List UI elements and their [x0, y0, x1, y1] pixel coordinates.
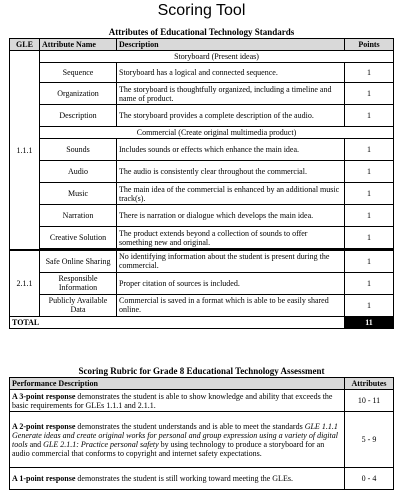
rubric-lead: A 2-point response — [12, 421, 76, 431]
rubric-description — [10, 468, 345, 490]
table-row — [10, 412, 394, 468]
rubric-lead: A 1-point response — [12, 474, 76, 483]
attributes-table-title: Attributes of Educational Technology Standards — [108, 27, 295, 37]
attribute-name: Sounds — [40, 139, 117, 161]
attribute-name: Audio — [40, 161, 117, 183]
table-row — [10, 390, 394, 412]
attribute-points: 1 — [345, 272, 394, 294]
attribute-description: Includes sounds or effects which enhance the main idea. — [117, 139, 345, 161]
table-row — [10, 63, 394, 83]
attribute-points: 1 — [345, 139, 394, 161]
header-description: Description — [117, 39, 345, 51]
rubric-description — [10, 390, 345, 412]
attribute-name: Responsible Information — [40, 272, 117, 294]
rubric-attributes: 10 - 11 — [345, 390, 394, 412]
table-row — [10, 105, 394, 127]
table-row — [10, 183, 394, 205]
header-performance-description: Performance Description — [10, 378, 345, 390]
header-gle: GLE — [10, 39, 40, 51]
attribute-points: 1 — [345, 183, 394, 205]
rubric-text: and — [27, 439, 44, 449]
attribute-points: 1 — [345, 105, 394, 127]
header-attribute-name: Attribute Name — [40, 39, 117, 51]
rubric-table-title: Scoring Rubric for Grade 8 Educational Technology Assessment — [78, 366, 325, 376]
table-row — [10, 205, 394, 227]
attribute-name: Creative Solution — [40, 227, 117, 249]
rubric-gle-2-1-1-text: GLE 2.1.1: Practice personal safety — [43, 439, 159, 449]
attribute-points: 1 — [345, 250, 394, 272]
attribute-points: 1 — [345, 83, 394, 105]
table-row — [10, 294, 394, 316]
attribute-name: Safe Online Sharing — [40, 250, 117, 272]
attribute-name: Organization — [40, 83, 117, 105]
attribute-points: 1 — [345, 227, 394, 249]
attribute-points: 1 — [345, 63, 394, 83]
gle-1-1-1: 1.1.1 — [10, 51, 40, 251]
header-points: Points — [345, 39, 394, 51]
attribute-description: There is narration or dialogue which develops the main idea. — [117, 205, 345, 227]
attribute-description: No identifying information about the student is present during the commercial. — [117, 250, 345, 272]
storyboard-section-label: Storyboard (Present ideas) — [40, 51, 394, 63]
total-value: 11 — [345, 316, 394, 328]
attribute-name: Sequence — [40, 63, 117, 83]
attribute-name: Description — [40, 105, 117, 127]
attribute-description: The main idea of the commercial is enhanced by an additional music track(s). — [117, 183, 345, 205]
attribute-description: The audio is consistently clear throughout the commercial. — [117, 161, 345, 183]
table-row — [10, 250, 394, 272]
gle-2-1-1: 2.1.1 — [10, 250, 40, 316]
commercial-section-label: Commercial (Create original multimedia product) — [40, 127, 394, 139]
table-row — [10, 161, 394, 183]
attribute-description: Commercial is saved in a format which is able to be easily shared online. — [117, 294, 345, 316]
table-row — [10, 227, 394, 249]
attributes-table — [9, 38, 394, 329]
table-row — [10, 468, 394, 490]
rubric-attributes: 5 - 9 — [345, 412, 394, 468]
rubric-text: demonstrates the student is still working toward meeting the GLEs. — [75, 474, 293, 483]
attribute-description: The storyboard provides a complete description of the audio. — [117, 105, 345, 127]
rubric-text: by using technology to produce a storyboard for an audio commercial that conforms to copyright and internet safety expectations. — [12, 439, 325, 458]
attribute-points: 1 — [345, 294, 394, 316]
rubric-description — [10, 412, 345, 468]
rubric-text: demonstrates the student understands and is able to meet the standards — [75, 421, 305, 431]
page-title: Scoring Tool — [157, 2, 246, 19]
attribute-description: Proper citation of sources is included. — [117, 272, 345, 294]
rubric-attributes: 0 - 4 — [345, 468, 394, 490]
total-label: TOTAL — [10, 316, 345, 328]
attribute-description: The storyboard is thoughtfully organized, including a timeline and name of product. — [117, 83, 345, 105]
attribute-description: Storyboard has a logical and connected sequence. — [117, 63, 345, 83]
attribute-description: The product extends beyond a collection of sounds to offer something new and original. — [117, 227, 345, 249]
table-row — [10, 139, 394, 161]
table-row — [10, 83, 394, 105]
attribute-name: Publicly Available Data — [40, 294, 117, 316]
attribute-name: Music — [40, 183, 117, 205]
rubric-text: demonstrates the student is able to show knowledge and ability that exceeds the basic requirements for GLEs 1.1.1 and 2.1.1. — [12, 391, 333, 410]
attribute-points: 1 — [345, 205, 394, 227]
attribute-points: 1 — [345, 161, 394, 183]
rubric-lead: A 3-point response — [12, 391, 76, 401]
rubric-gle-1-1-1-text: GLE 1.1.1 Generate ideas and create original works for personal and group expression using a variety of digital tools — [12, 421, 338, 449]
table-row — [10, 272, 394, 294]
attribute-name: Narration — [40, 205, 117, 227]
rubric-table — [9, 377, 394, 490]
header-attributes: Attributes — [345, 378, 394, 390]
